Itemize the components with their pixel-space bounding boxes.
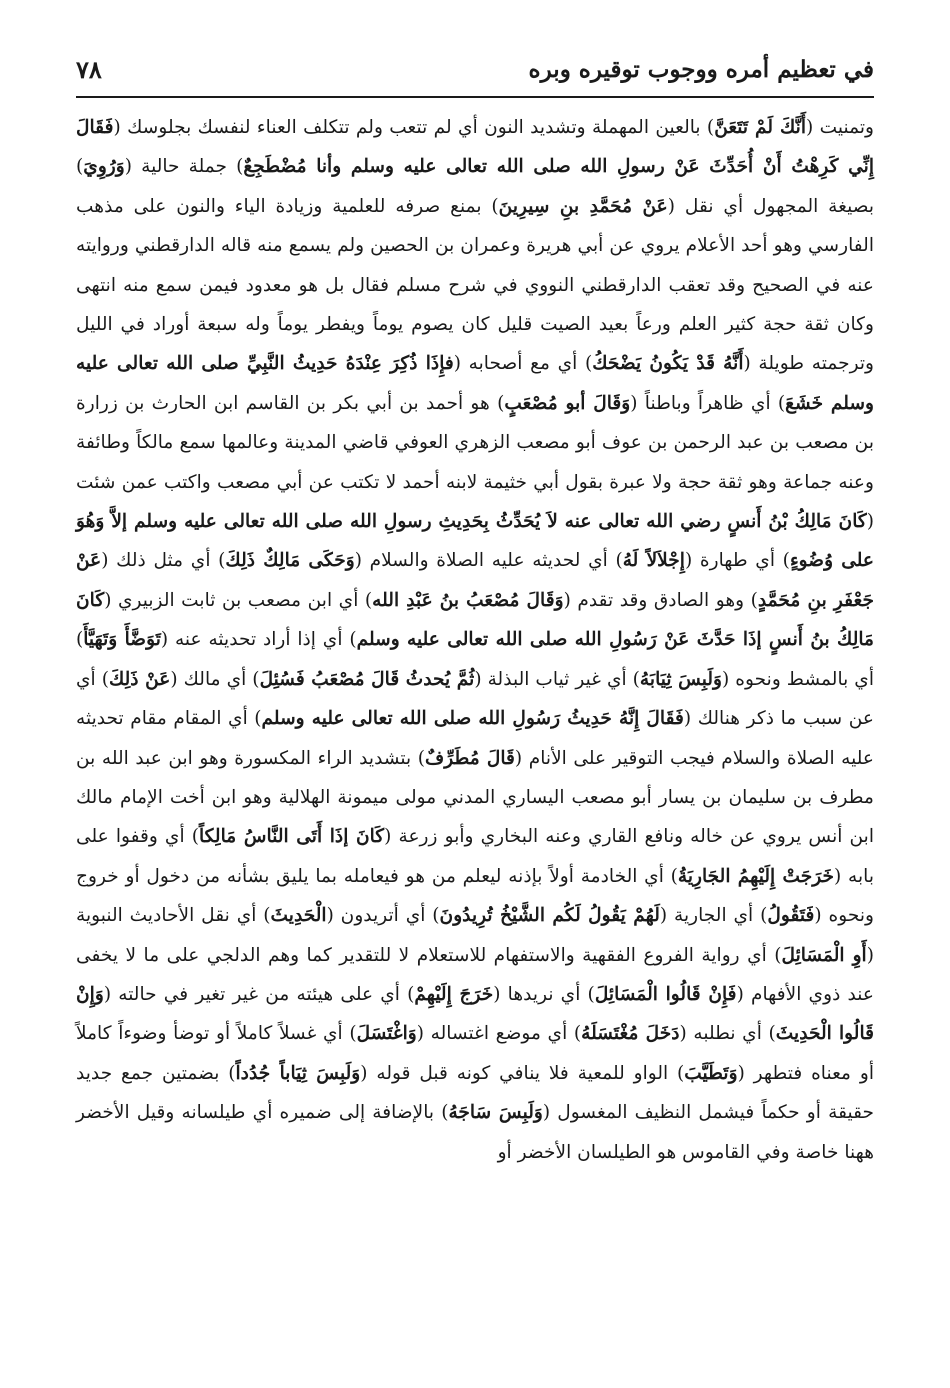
matn-quote: أَنَّكَ لَمْ تَتَعَنَّ (714, 117, 806, 138)
matn-quote: وَحَكَى مَالِكٌ ذَلِكَ (225, 550, 355, 572)
commentary-span: وتمنيت ( (805, 117, 874, 138)
matn-quote: فَإِنْ قَالُوا الْمَسَائِلَ (594, 983, 737, 1005)
matn-quote: عَنْ ذَلِكَ (108, 668, 171, 690)
commentary-span: ) أي موضع اغتساله ( (416, 1023, 582, 1045)
matn-quote: الْحَدِيثَ (270, 905, 327, 927)
commentary-span: ) بصيغة المجهول أي نقل ( (76, 156, 874, 217)
matn-quote: وَلَبِسَ سَاجَهُ (448, 1102, 543, 1124)
matn-quote: أَنَّهُ قَدْ يَكُونُ يَضْحَكُ (592, 353, 744, 375)
commentary-span: ) أي أتريدون ( (326, 905, 440, 927)
matn-quote: خَرَجَتْ إِلَيْهِمُ الجَارِيَةُ (677, 865, 835, 887)
commentary-span: ) أي الخادمة أولاً بإذنه ليعلم من هو فيعامله بما يليق بشأنه من دخول أو خروج ونحوه ( (76, 865, 874, 927)
commentary-span: ) أي ابن مصعب بن ثابت الزبيري ( (104, 589, 373, 611)
matn-quote: وَاغْتَسَلَ (356, 1023, 417, 1045)
matn-quote: فَقَالَ إِنَّهُ حَدِيثُ رَسُولِ الله صلى الله تعالى عليه وسلم (261, 708, 684, 730)
commentary-span: ) أي ظاهراً وباطناً ( (630, 392, 786, 414)
commentary-span: ) أي نقل الأحاديث النبوية ( (76, 905, 874, 966)
matn-quote: فإِذَا ذُكِرَ عِنْدَهُ حَدِيثُ النَّبِيِّ صلى الله تعالى عليه وسلم خَشَعَ (76, 353, 875, 414)
commentary-span: ) أي نطلبه ( (679, 1023, 776, 1045)
matn-quote: وَإِنْ قَالُوا الْحَدِيثَ (76, 983, 874, 1045)
commentary-span: ) أي لحديثه عليه الصلاة والسلام ( (354, 550, 623, 572)
matn-quote: وَتَطَيَّبَ (684, 1062, 738, 1084)
commentary-span: ) أي رواية الفروع الفقهية والاستفهام للاستعلام لا للتقدير كما وهم الدلجي على ما لا يخفى عند ذوي الأفهام ( (76, 944, 874, 1005)
matn-quote: عَنْ جَعْفَرِ بنِ مُحَمَّدٍ (76, 550, 874, 611)
commentary-span: ) جملة حالية ( (124, 156, 244, 178)
matn-quote: إِجْلاَلاً لَهُ (622, 550, 685, 572)
commentary-span: ) أي نريدها ( (493, 983, 595, 1005)
matn-quote: وَقَالَ مُصْعَبُ بنُ عَبْدِ الله (372, 589, 564, 611)
commentary-span: ) أي طهارة ( (684, 550, 790, 572)
matn-quote: أَوِ الْمَسَائِلَ (781, 944, 867, 966)
commentary-span: ) أي المقام مقام تحديثه عليه الصلاة والسلام فيجب التوقير على الأنام ( (76, 708, 874, 769)
header-rule (76, 96, 874, 98)
commentary-span: ) بمنع صرفه للعلمية وزيادة الياء والنون على مذهب الفارسي وهو أحد الأعلام يروي عن أبي هريرة وعمران بن الحصين ولم يسمع منه قاله الدارقطني وروايته عنه في الصحيح وقد تعقب الدارقطني النووي في شرح مسلم فقال بل هو معدود فيمن سمع منه انتهى وكان ثقة حجة كثير العلم ورعاً بعيد الصيت قليل كان يصوم يوماً ويفطر يوماً وله سبعة أوراد في الليل وترجمته طويلة ( (76, 195, 874, 375)
matn-quote: عَنْ مُحَمَّدِ بنِ سِيرِينَ (498, 195, 668, 217)
matn-quote: خَرَجَ إِلَيْهِمْ (414, 983, 494, 1005)
matn-quote: وَلَبِسَ ثِيَابَهُ (639, 668, 723, 690)
commentary-span: ) أي غير ثياب البذلة ( (474, 668, 640, 690)
commentary-span: ) أي على هيئته من غير تغير في حالته ( (103, 983, 415, 1005)
commentary-text (76, 108, 874, 1368)
commentary-span: ) أي عن سبب ما ذكر هنالك ( (76, 668, 874, 730)
body-paragraph (76, 108, 874, 1172)
matn-quote: تَوَضَّأَ وَتَهَيَّأَ (83, 629, 161, 651)
matn-quote: وَرُوِيَ (83, 156, 125, 178)
matn-quote: كَانَ مَالِكُ بْنُ أَنسٍ رضي الله تعالى عنه لاَ يُحَدِّثُ بِحَدِيثِ رسولِ الله صلى الله تعالى عليه وسلم إلاَّ وَهُوَ على وُضُوءٍ (76, 511, 875, 572)
matn-quote: لَهُمْ يَقُولُ لَكُم الشَّيْخُ تُرِيدُونَ (439, 905, 660, 927)
commentary-span: ) أي وقفوا على بابه ( (76, 826, 874, 887)
matn-quote: وَلَبِسَ ثِيَاباً جُدُداً (235, 1062, 361, 1084)
commentary-span: ) أي الجارية ( (659, 905, 768, 927)
page-header (76, 48, 874, 90)
running-title: في تعظيم أمره ووجوب توقيره وبره (528, 55, 874, 83)
commentary-span: ) أي بالمشط ونحوه ( (76, 629, 874, 690)
commentary-span: ) أي مالك ( (170, 668, 260, 690)
commentary-span: ) أي إذا أراد تحديثه عنه ( (160, 629, 357, 651)
commentary-span: ) بالعين المهملة وتشديد النون أي لم تتعب ولم تتكلف العناء لنفسك بجلوسك ( (113, 117, 715, 138)
commentary-span: ) بالإضافة إلى ضميره أي طيلسانه وقيل الأخضر ههنا خاصة وفي القاموس هو الطيلسان الأخضر أو (76, 1102, 874, 1163)
commentary-span: ) أي غسلاً كاملاً أو توضأ وضوءاً كاملاً أو معناه فتطهر ( (76, 1023, 874, 1084)
commentary-span: ) الواو للمعية فلا ينافي كونه قبل قوله ( (360, 1062, 685, 1084)
commentary-span: ) وهو الصادق وقد تقدم ( (563, 589, 758, 611)
commentary-span: ) أي مثل ذلك ( (101, 550, 226, 572)
page-number: ٧٨ (76, 54, 102, 84)
matn-quote: كَانَ مَالِكُ بنُ أَنسٍ إذَا حَدَّثَ عَنْ رَسُولِ الله صلى الله تعالى عليه وسلم (76, 589, 874, 651)
matn-quote: ثُمَّ يُحدثُ قَالَ مُصْعَبُ فَسُئِلَ (259, 668, 475, 690)
matn-quote: كَانَ إذَا أَتَى النَّاسُ مَالِكاً (198, 826, 385, 848)
matn-quote: وَقَالَ أبو مُصْعَبٍ (504, 392, 631, 414)
commentary-span: ) أي مع أصحابه ( (453, 353, 593, 375)
commentary-span: ) بضمتين جمع جديد حقيقة أو حكماً فيشمل النظيف المغسول ( (76, 1062, 874, 1124)
commentary-span: ) هو أحمد بن أبي بكر بن القاسم ابن الحارث بن زرارة بن مصعب بن عبد الرحمن بن عوف أبو مصعب الزهري العوفي قاضي المدينة وعالمها سمع مالكاً وطائفة وعنه جماعة وهو ثقة حجة ولا عبرة بقول أبي خثيمة لابنه أحمد لا تكتب عن أبي مصعب واكتب عمن شئت ( (76, 392, 874, 533)
matn-quote: دَخَلَ مُغْتَسَلَهُ (581, 1023, 680, 1045)
matn-quote: قَالَ مُطَرِّفٌ (425, 747, 515, 769)
matn-quote: فَقَالَ إِنِّي كَرِهْتُ أَنْ أُحَدِّثَ عَنْ رسولِ الله صلى الله تعالى عليه وسلم وأنا مُضْطَجِعٌ (76, 117, 874, 178)
matn-quote: فَتَقُولُ (767, 905, 815, 927)
commentary-span: ) بتشديد الراء المكسورة وهو ابن عبد الله بن مطرف بن سليمان بن يسار أبو مصعب اليساري المدني مولى ميمونة الهلالية وهو ابن أخت الإمام مالك ابن أنس يروي عن خاله ونافع القاري وعنه البخاري وأبو زرعة ( (76, 747, 875, 848)
